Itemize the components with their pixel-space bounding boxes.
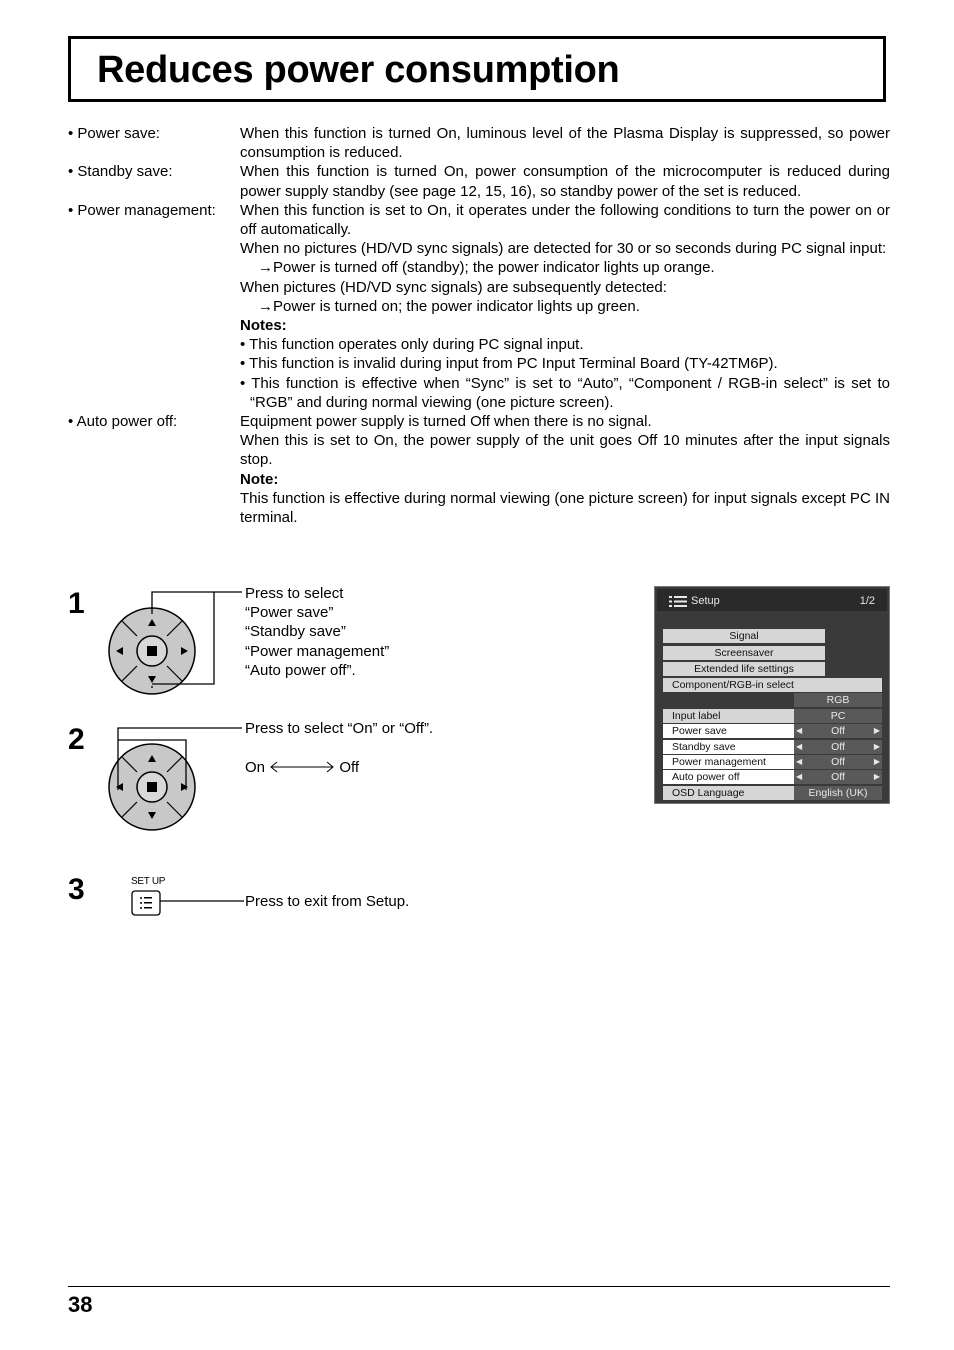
osd-header bbox=[657, 589, 887, 611]
desc-apo-p1: Equipment power supply is turned Off when there is no signal. bbox=[240, 413, 652, 431]
osd-power-save-label: Power save bbox=[663, 724, 794, 738]
remote-dpad-updown-icon bbox=[100, 584, 250, 699]
remote-dpad-leftright-icon bbox=[100, 720, 250, 835]
term-power-management: • Power management: bbox=[68, 201, 216, 219]
step-3-line: Press to exit from Setup. bbox=[245, 893, 410, 910]
footer-divider bbox=[68, 1286, 890, 1287]
osd-row-input-label[interactable] bbox=[663, 709, 882, 723]
note-2: • This function is invalid during input from PC Input Terminal Board (TY-42TM6P). bbox=[240, 355, 778, 373]
step-1-number: 1 bbox=[68, 587, 85, 620]
desc-power-save: When this function is turned On, luminous level of the Plasma Display is suppressed, so power consumption is reduced. bbox=[240, 125, 890, 162]
page-number: 38 bbox=[68, 1292, 93, 1317]
on-off-toggle-diagram bbox=[245, 758, 359, 777]
osd-component-label[interactable]: Component/RGB-in select bbox=[663, 678, 882, 692]
page-title: Reduces power consumption bbox=[97, 49, 620, 91]
step-1-text bbox=[245, 584, 389, 680]
left-arrow-icon: ◀ bbox=[796, 742, 803, 751]
osd-extended-life-button[interactable]: Extended life settings bbox=[663, 662, 825, 676]
definition-power-save bbox=[68, 124, 890, 162]
step-3-number: 3 bbox=[68, 873, 85, 906]
setup-menu-icon bbox=[669, 596, 687, 607]
note-heading: Note: bbox=[240, 470, 279, 488]
definition-power-management bbox=[68, 201, 890, 412]
right-arrow-icon: ▶ bbox=[873, 772, 880, 781]
osd-page: 1/2 bbox=[859, 595, 875, 607]
desc-pm-p2: When no pictures (HD/VD sync signals) are detected for 30 or so seconds during PC signal input: bbox=[240, 240, 887, 258]
osd-standby-save-value: ◀ Off ▶ bbox=[796, 741, 880, 753]
setup-button-icon bbox=[130, 889, 250, 919]
osd-signal-button[interactable]: Signal bbox=[663, 629, 825, 643]
osd-power-management-value: ◀ Off ▶ bbox=[796, 756, 880, 768]
osd-input-label-label: Input label bbox=[663, 709, 794, 723]
step-1-line-2: “Power save” bbox=[245, 604, 334, 622]
definition-standby-save bbox=[68, 162, 890, 200]
term-standby-save: • Standby save: bbox=[68, 163, 173, 181]
note-3: • This function is effective when “Sync” is set to “Auto”, “Component / RGB-in select” is set to “RGB” and during normal viewing (one picture screen). bbox=[240, 374, 890, 411]
step-2-number: 2 bbox=[68, 723, 85, 756]
osd-language-value: English (UK) bbox=[794, 786, 882, 800]
desc-pm-p5: →Power is turned on; the power indicator lights up green. bbox=[258, 297, 640, 315]
definitions-list bbox=[68, 124, 890, 527]
osd-row-power-save[interactable] bbox=[663, 724, 882, 738]
definition-auto-power-off bbox=[68, 412, 890, 527]
step-1-line-3: “Standby save” bbox=[245, 623, 346, 641]
desc-apo-p2: When this is set to On, the power supply of the unit goes Off 10 minutes after the input signals stop. bbox=[240, 432, 890, 469]
desc-pm-p4: When pictures (HD/VD sync signals) are subsequently detected: bbox=[240, 278, 667, 296]
step-1-line-1: Press to select bbox=[245, 585, 344, 602]
on-label: On bbox=[245, 759, 266, 776]
step-1-line-4: “Power management” bbox=[245, 642, 390, 660]
osd-language-label: OSD Language bbox=[663, 786, 794, 800]
desc-apo-note: This function is effective during normal viewing (one picture screen) for input signals except PC IN terminal. bbox=[240, 489, 890, 527]
osd-row-osd-language[interactable] bbox=[663, 786, 882, 800]
left-arrow-icon: ◀ bbox=[796, 726, 803, 735]
setup-osd-menu bbox=[654, 586, 890, 804]
step-2-line: Press to select “On” or “Off”. bbox=[245, 720, 434, 737]
osd-auto-power-off-value: ◀ Off ▶ bbox=[796, 771, 880, 783]
left-arrow-icon: ◀ bbox=[796, 772, 803, 781]
right-arrow-icon: ▶ bbox=[873, 726, 880, 735]
double-arrow-icon bbox=[269, 761, 335, 773]
term-power-save: • Power save: bbox=[68, 125, 160, 142]
right-arrow-icon: ▶ bbox=[873, 757, 880, 766]
setup-button-label: SET UP bbox=[131, 876, 166, 887]
osd-power-management-label: Power management bbox=[663, 755, 794, 769]
osd-row-standby-save[interactable] bbox=[663, 740, 882, 754]
osd-row-power-management[interactable] bbox=[663, 755, 882, 769]
osd-power-save-value: ◀ Off ▶ bbox=[796, 725, 880, 737]
osd-input-label-value: PC bbox=[794, 709, 882, 723]
note-1: • This function operates only during PC signal input. bbox=[240, 336, 584, 354]
desc-pm-p1: When this function is set to On, it operates under the following conditions to turn the power on or off automatically. bbox=[240, 201, 890, 239]
osd-title: Setup bbox=[691, 595, 720, 607]
notes-heading: Notes: bbox=[240, 317, 287, 335]
desc-pm-p3: →Power is turned off (standby); the power indicator lights up orange. bbox=[258, 259, 715, 277]
title-box bbox=[68, 36, 886, 102]
step-3-text bbox=[245, 892, 409, 911]
osd-auto-power-off-label: Auto power off bbox=[663, 770, 794, 784]
osd-screensaver-button[interactable]: Screensaver bbox=[663, 646, 825, 660]
left-arrow-icon: ◀ bbox=[796, 757, 803, 766]
desc-standby-save: When this function is turned On, power consumption of the microcomputer is reduced during power supply standby (see page 12, 15, 16), so standby power of the set is reduced. bbox=[240, 163, 890, 200]
osd-component-value: RGB bbox=[794, 693, 882, 707]
osd-standby-save-label: Standby save bbox=[663, 740, 794, 754]
step-2-text bbox=[245, 719, 433, 738]
step-1-line-5: “Auto power off”. bbox=[245, 661, 356, 679]
osd-row-auto-power-off[interactable] bbox=[663, 770, 882, 784]
off-label: Off bbox=[339, 759, 360, 776]
term-auto-power-off: • Auto power off: bbox=[68, 413, 178, 431]
right-arrow-icon: ▶ bbox=[873, 742, 880, 751]
